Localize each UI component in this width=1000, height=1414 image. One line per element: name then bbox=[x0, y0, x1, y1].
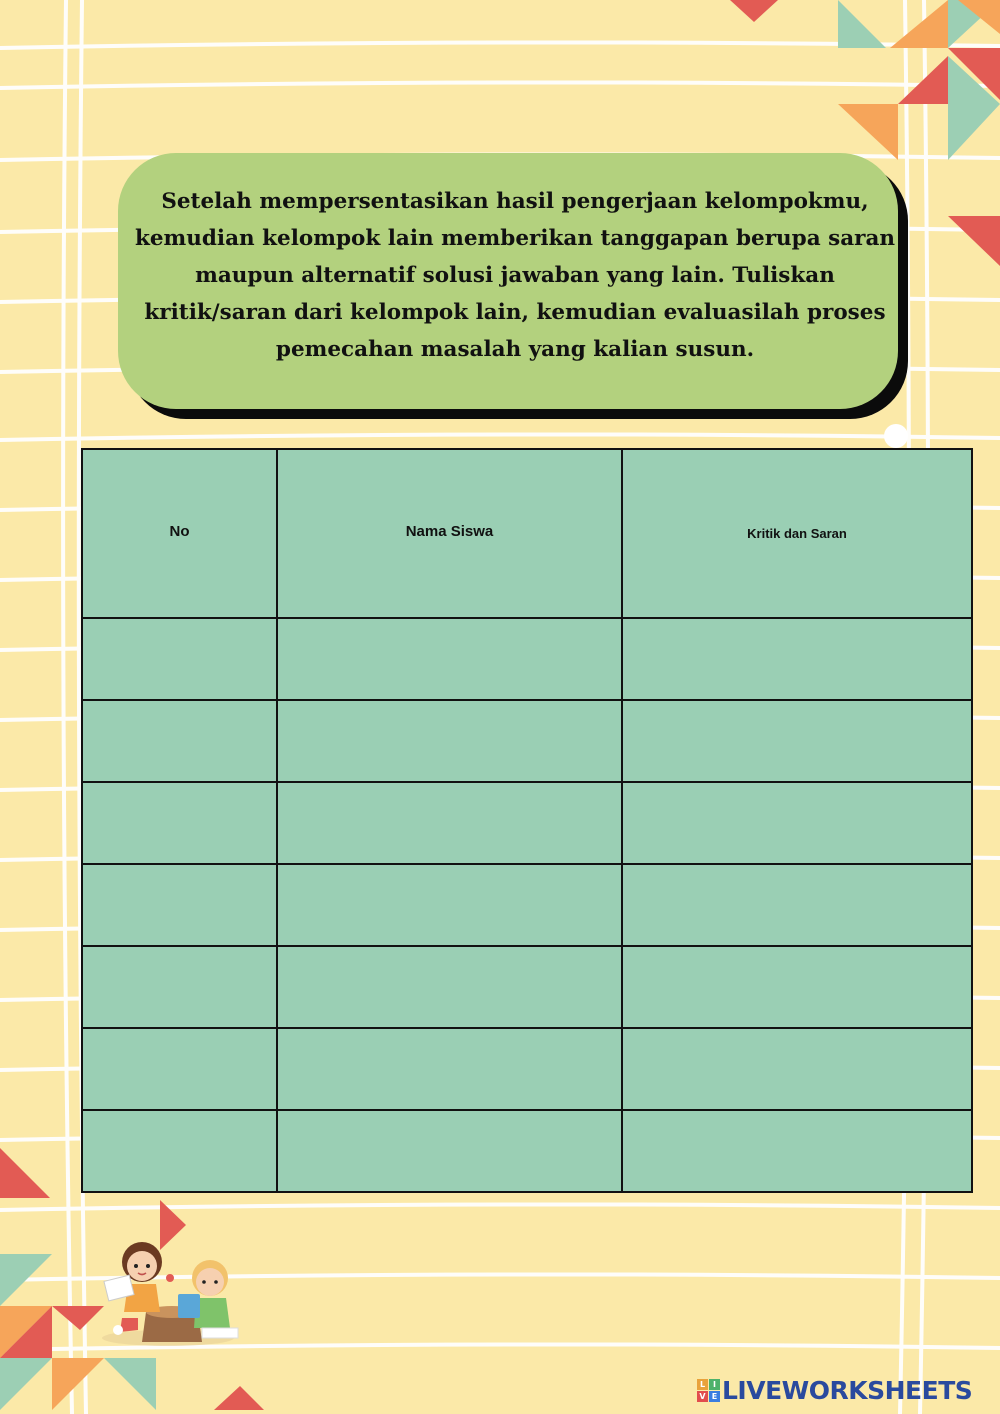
cell-no[interactable] bbox=[82, 1028, 277, 1110]
kids-reading-illustration bbox=[98, 1238, 248, 1350]
cell-kritik-dan-saran[interactable] bbox=[622, 864, 972, 946]
dot-decoration bbox=[884, 424, 908, 448]
cell-kritik-dan-saran[interactable] bbox=[622, 700, 972, 782]
triangle-decoration bbox=[0, 1358, 52, 1410]
header-nama-siswa: Nama Siswa bbox=[277, 449, 622, 618]
triangle-decoration bbox=[730, 0, 778, 22]
cell-kritik-dan-saran[interactable] bbox=[622, 782, 972, 864]
cell-nama-siswa[interactable] bbox=[277, 618, 622, 700]
cell-nama-siswa[interactable] bbox=[277, 1028, 622, 1110]
triangle-decoration bbox=[0, 1148, 50, 1198]
cell-no[interactable] bbox=[82, 864, 277, 946]
instruction-text: Setelah mempersentasikan hasil pengerjaan kelompokmu, kemudian kelompok lain memberikan tanggapan berupa saran maupun alternatif solusi jawaban yang lain. Tuliskan kritik/saran dari kelompok lain, kemudian evaluasilah proses pemecahan masalah yang kalian susun. bbox=[134, 188, 896, 362]
cell-nama-siswa[interactable] bbox=[277, 1110, 622, 1192]
cell-no[interactable] bbox=[82, 618, 277, 700]
triangle-decoration bbox=[52, 1306, 104, 1330]
liveworksheets-mark-icon bbox=[697, 1379, 720, 1402]
cell-nama-siswa[interactable] bbox=[277, 782, 622, 864]
cell-no[interactable] bbox=[82, 946, 277, 1028]
cell-kritik-dan-saran[interactable] bbox=[622, 1028, 972, 1110]
logo-letter: V bbox=[697, 1391, 708, 1402]
triangle-decoration bbox=[838, 104, 898, 160]
table-row bbox=[82, 700, 972, 782]
triangle-decoration bbox=[838, 0, 886, 48]
cell-no[interactable] bbox=[82, 782, 277, 864]
instruction-card bbox=[118, 153, 898, 409]
cell-kritik-dan-saran[interactable] bbox=[622, 1110, 972, 1192]
cell-kritik-dan-saran[interactable] bbox=[622, 618, 972, 700]
header-kritik-dan-saran: Kritik dan Saran bbox=[622, 449, 972, 618]
cell-nama-siswa[interactable] bbox=[277, 864, 622, 946]
table-row bbox=[82, 864, 972, 946]
critique-table bbox=[81, 448, 973, 1193]
logo-letter: L bbox=[697, 1379, 708, 1390]
triangle-decoration bbox=[0, 1254, 52, 1306]
header-no: No bbox=[82, 449, 277, 618]
cell-no[interactable] bbox=[82, 700, 277, 782]
cell-nama-siswa[interactable] bbox=[277, 700, 622, 782]
triangle-decoration bbox=[948, 216, 1000, 266]
cell-nama-siswa[interactable] bbox=[277, 946, 622, 1028]
brand-name: LIVEWORKSHEETS bbox=[722, 1376, 973, 1405]
triangle-decoration bbox=[104, 1358, 156, 1410]
cell-kritik-dan-saran[interactable] bbox=[622, 946, 972, 1028]
table-header-row bbox=[82, 449, 972, 618]
table-row bbox=[82, 1110, 972, 1192]
triangle-decoration bbox=[52, 1358, 104, 1410]
logo-letter: E bbox=[709, 1391, 720, 1402]
table-row bbox=[82, 1028, 972, 1110]
table-row bbox=[82, 618, 972, 700]
triangle-decoration bbox=[898, 56, 948, 104]
table-row bbox=[82, 782, 972, 864]
triangle-decoration bbox=[214, 1386, 264, 1410]
liveworksheets-logo bbox=[697, 1376, 972, 1405]
logo-letter: I bbox=[709, 1379, 720, 1390]
table-row bbox=[82, 946, 972, 1028]
cell-no[interactable] bbox=[82, 1110, 277, 1192]
triangle-decoration bbox=[948, 104, 1000, 160]
triangle-decoration bbox=[890, 0, 948, 48]
